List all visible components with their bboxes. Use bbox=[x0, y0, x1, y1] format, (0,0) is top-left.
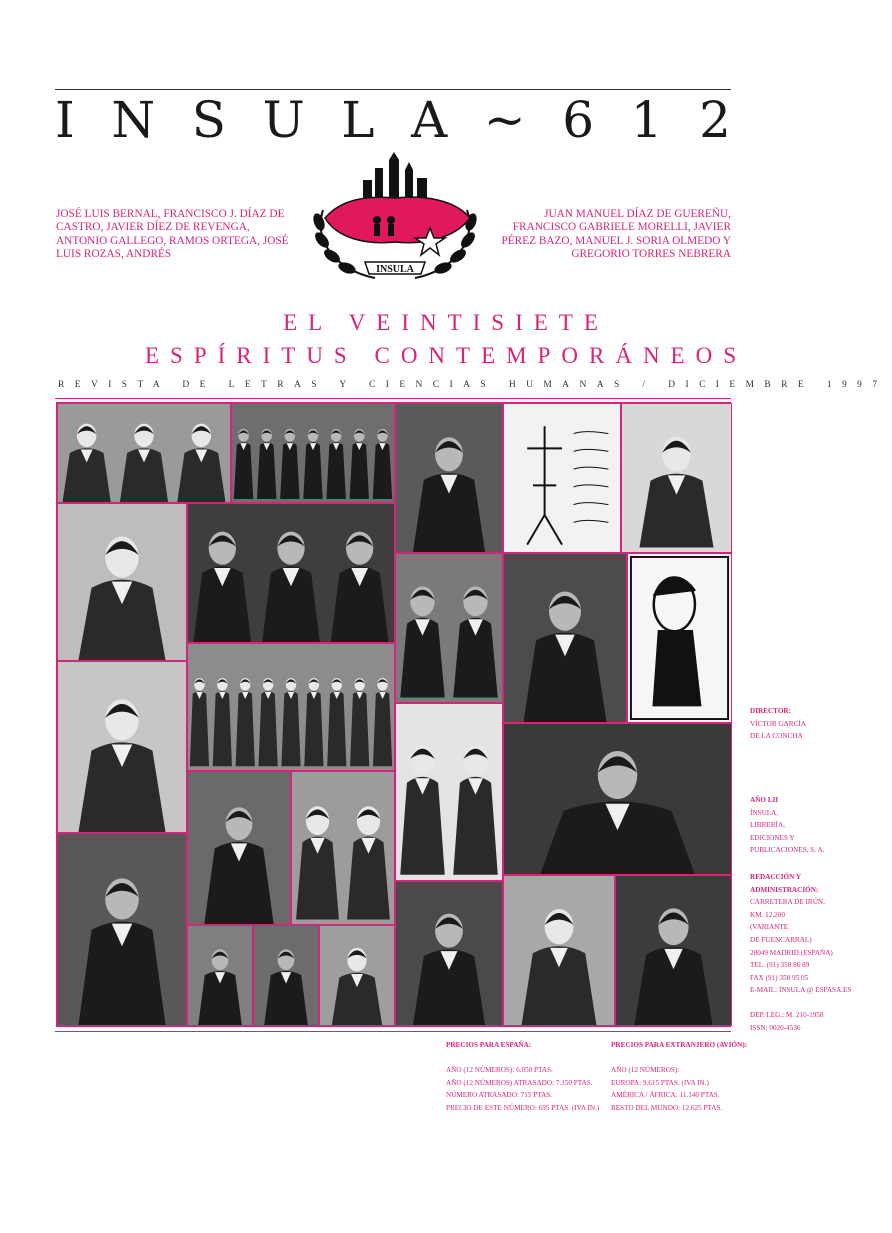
subtitle: REVISTA DE LETRAS Y CIENCIAS HUMANAS / DICIEMBRE 1997 bbox=[58, 380, 888, 390]
address-label-line: ADMINISTRACIÓN: bbox=[750, 885, 819, 894]
masthead-letter: I bbox=[55, 91, 75, 149]
collage-photo bbox=[253, 925, 319, 1026]
director-block bbox=[750, 705, 870, 743]
legal-block bbox=[750, 1009, 870, 1034]
address-line: CARRETERA DE IRÚN, bbox=[750, 898, 825, 907]
director-label: DIRECTOR: bbox=[750, 707, 792, 715]
top-rule bbox=[55, 89, 731, 90]
publisher-block bbox=[750, 794, 870, 857]
price-line: AMÉRICA / ÁFRICA: 11.140 PTAS. bbox=[611, 1091, 720, 1100]
address-label-line: REDACCIÓN Y bbox=[750, 873, 802, 881]
prices-spain-label: PRECIOS PARA ESPAÑA: bbox=[446, 1041, 532, 1049]
collage-photo bbox=[503, 403, 621, 553]
masthead-letter: U bbox=[262, 91, 305, 149]
price-line: AÑO (12 NÚMEROS): 6.050 PTAS. bbox=[446, 1065, 553, 1074]
price-line: EUROPA: 9.615 PTAS. (IVA IN.) bbox=[611, 1078, 709, 1087]
publisher-line: PUBLICACIONES, S. A. bbox=[750, 846, 825, 855]
prices-abroad-label: PRECIOS PARA EXTRANJERO (AVIÓN): bbox=[611, 1041, 748, 1049]
collage-photo bbox=[395, 403, 503, 553]
director-name-line: DE LA CONCHA bbox=[750, 732, 803, 741]
publisher-line: ÍNSULA, bbox=[750, 808, 779, 817]
masthead-letter: N bbox=[111, 91, 156, 149]
prices-abroad bbox=[611, 1039, 751, 1115]
masthead-letter: 2 bbox=[699, 91, 731, 149]
collage-photo bbox=[503, 875, 615, 1026]
photo-collage bbox=[56, 402, 731, 1027]
logo-text: INSULA bbox=[376, 264, 414, 275]
year-label: AÑO LII bbox=[750, 796, 779, 804]
collage-photo bbox=[57, 833, 187, 1026]
price-line: PRECIO DE ESTE NÚMERO: 695 PTAS. (IVA IN.) bbox=[446, 1104, 600, 1113]
publisher-line: EDICIONES Y bbox=[750, 833, 795, 842]
price-line: RESTO DEL MUNDO: 12.625 PTAS. bbox=[611, 1104, 723, 1113]
bottom-rule bbox=[55, 1031, 731, 1032]
masthead-letter: L bbox=[341, 91, 375, 149]
address-line: (VARIANTE bbox=[750, 923, 789, 932]
collage-photo bbox=[503, 553, 627, 723]
collage-photo bbox=[395, 881, 503, 1026]
address-line: 28049 MADRID (ESPAÑA) bbox=[750, 948, 833, 957]
prices-spain bbox=[446, 1039, 606, 1115]
collage-photo bbox=[187, 771, 291, 925]
collage-photo bbox=[57, 503, 187, 661]
legal-line: ISSN: 0020-4536 bbox=[750, 1023, 801, 1032]
price-line: AÑO (12 NÚMEROS): bbox=[611, 1065, 680, 1074]
collage-photo bbox=[187, 643, 395, 771]
address-line: KM. 12,200 bbox=[750, 910, 785, 919]
headline-line-2: ESPÍRITUS CONTEMPORÁNEOS bbox=[144, 343, 747, 368]
collage-photo bbox=[57, 661, 187, 833]
headline-line-1: EL VEINTISIETE bbox=[283, 310, 609, 335]
collage-photo bbox=[621, 403, 732, 553]
collage-photo bbox=[291, 771, 395, 925]
address-block bbox=[750, 871, 870, 997]
masthead-letter: 1 bbox=[630, 91, 663, 149]
insula-logo bbox=[305, 150, 485, 290]
address-line: FAX (91) 358 95 05 bbox=[750, 973, 809, 982]
masthead-title bbox=[55, 91, 731, 149]
collage-photo bbox=[319, 925, 395, 1026]
address-line: TEL. (91) 358 86 89 bbox=[750, 961, 810, 970]
collage-photo bbox=[187, 925, 253, 1026]
masthead-letter: A bbox=[411, 91, 448, 149]
masthead-letter: ~ bbox=[483, 91, 526, 149]
address-line: E-MAIL: INSULA @ ESPASA.ES bbox=[750, 986, 852, 995]
director-name-line: VÍCTOR GARCÍA bbox=[750, 719, 806, 728]
price-line: AÑO (12 NÚMEROS) ATRASADO: 7.150 PTAS. bbox=[446, 1078, 593, 1087]
collage-photo bbox=[395, 703, 503, 881]
collage-photo bbox=[57, 403, 231, 503]
masthead-letter: S bbox=[191, 91, 226, 149]
collage-photo bbox=[615, 875, 732, 1026]
publisher-line: LIBRERÍA, bbox=[750, 821, 785, 830]
collage-photo bbox=[395, 553, 503, 703]
authors-left: JOSÉ LUIS BERNAL, FRANCISCO J. DÍAZ DE CASTRO, JAVIER DÍEZ DE REVENGA, ANTONIO GALLEGO, RAMOS ORTEGA, JOSÉ LUIS ROZAS, ANDRÉS bbox=[56, 208, 289, 261]
authors-right: JUAN MANUEL DÍAZ DE GUEREÑU, FRANCISCO GABRIELE MORELLI, JAVIER PÉREZ BAZO, MANUEL J. SORIA OLMEDO Y GREGORIO TORRES NEBRERA bbox=[501, 208, 731, 261]
collage-photo bbox=[187, 503, 395, 643]
address-line: DE FUENCARRAL) bbox=[750, 935, 812, 944]
collage-photo bbox=[231, 403, 395, 503]
subtitle-rule bbox=[55, 398, 731, 399]
collage-photo bbox=[627, 553, 732, 723]
legal-line: DEP. LEG.: M. 210-1958 bbox=[750, 1011, 824, 1019]
collage-photo bbox=[503, 723, 732, 875]
price-line: NÚMERO ATRASADO: 715 PTAS. bbox=[446, 1091, 553, 1100]
masthead-letter: 6 bbox=[562, 91, 595, 149]
